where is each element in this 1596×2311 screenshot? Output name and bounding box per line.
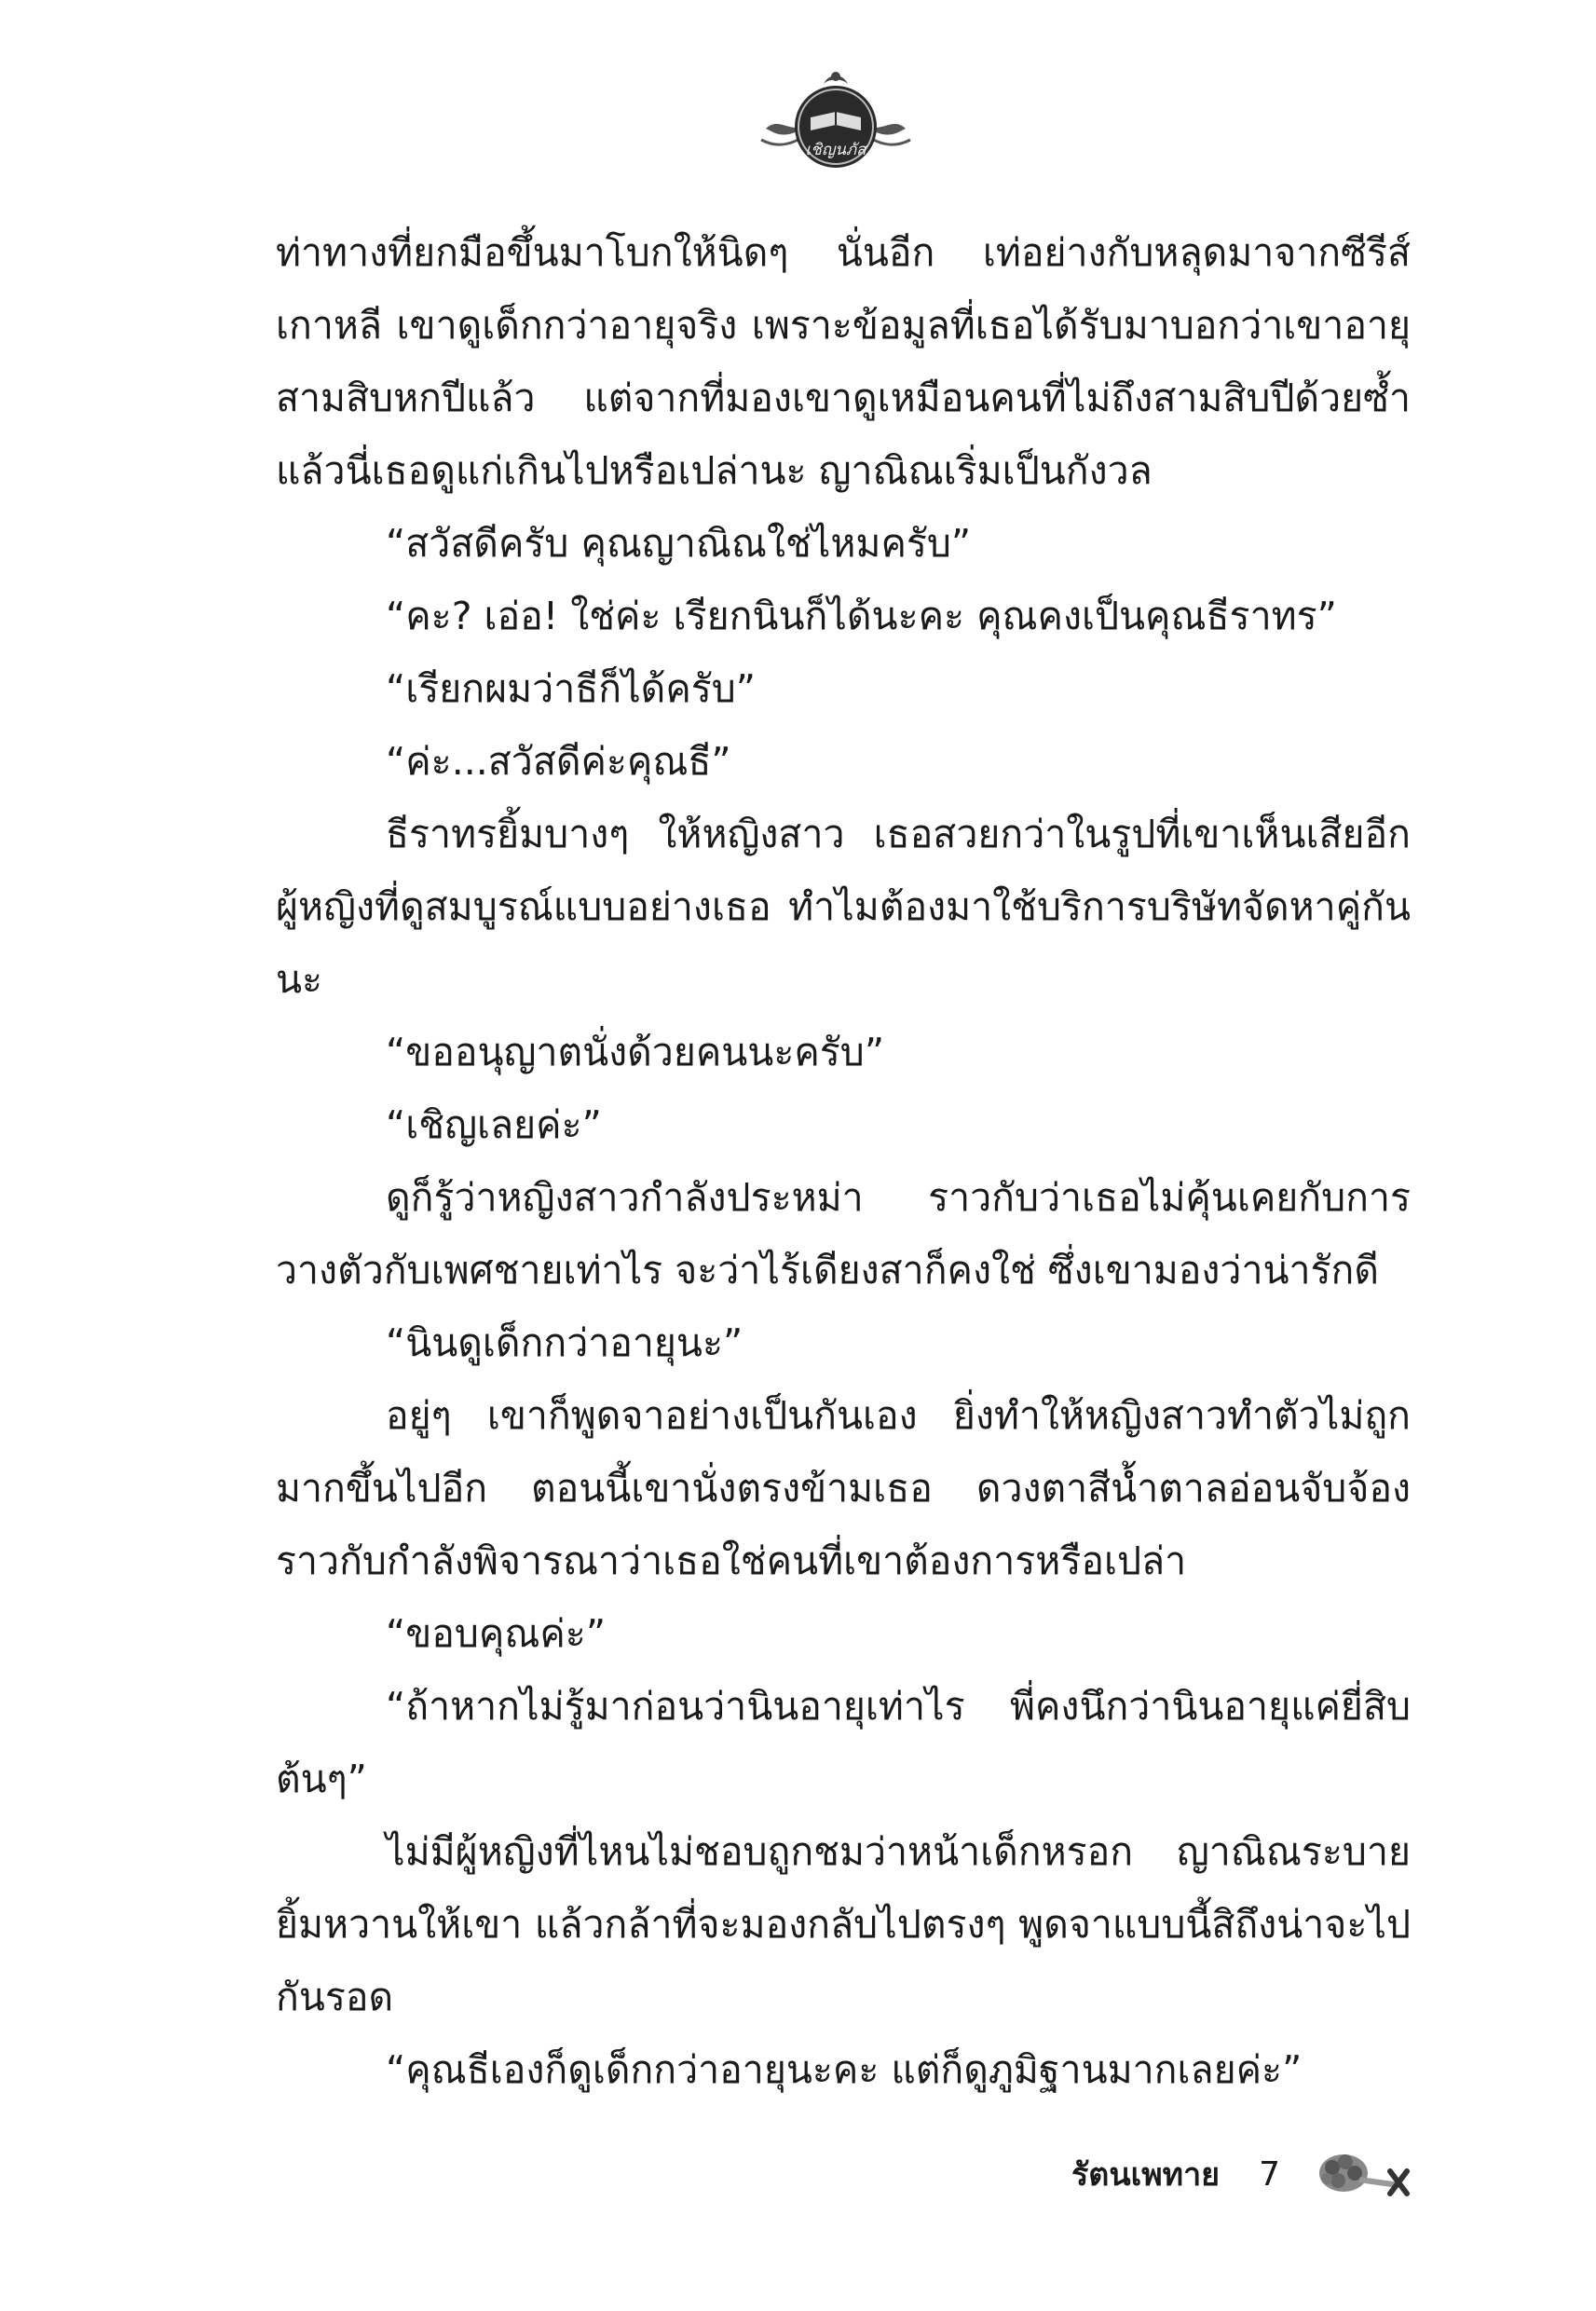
paragraph: “ค่ะ...สวัสดีค่ะคุณธี” <box>386 739 731 784</box>
page-footer <box>1025 2141 1416 2207</box>
ornamental-logo-icon <box>757 63 915 173</box>
paragraph: “คะ? เอ่อ! ใช่ค่ะ เรียกนินก็ได้นะคะ คุณคงเป็นคุณธีราทร” <box>386 594 1337 638</box>
paragraph: ไม่มีผู้หญิงที่ไหนไม่ชอบถูกชมว่าหน้าเด็กหรอก ญาณิณระบายยิ้มหวานให้เขา แล้วกล้าที่จะมองกลับไปตรงๆ พูดจาแบบนี้สิถึงน่าจะไปกันรอด <box>276 1829 1411 2019</box>
page-number: 7 <box>1259 2154 1280 2194</box>
paragraph: “นินดูเด็กกว่าอายุนะ” <box>386 1320 743 1365</box>
paragraph: “ถ้าหากไม่รู้มาก่อนว่านินอายุเท่าไร พี่คงนึกว่านินอายุแค่ยี่สิบต้นๆ” <box>276 1684 1411 1801</box>
paragraph: “เชิญเลยค่ะ” <box>386 1102 602 1147</box>
paragraph: “เรียกผมว่าธีก็ได้ครับ” <box>386 666 757 711</box>
paragraph: “คุณธีเองก็ดูเด็กกว่าอายุนะคะ แต่ก็ดูภูมิฐานมากเลยค่ะ” <box>386 2047 1303 2092</box>
paragraph: “ขออนุญาตนั่งด้วยคนนะครับ” <box>386 1030 885 1074</box>
flower-bouquet-icon <box>1314 2145 1416 2203</box>
paragraph: ดูก็รู้ว่าหญิงสาวกำลังประหม่า ราวกับว่าเธอไม่คุ้นเคยกับการวางตัวกับเพศชายเท่าไร จะว่าไร้เดียงสาก็คงใช่ ซึ่งเขามองว่าน่ารักดี <box>276 1175 1411 1292</box>
body-text <box>276 216 1411 2106</box>
book-title: รัตนเพทาย <box>1071 2156 1221 2194</box>
paragraph: ธีราทรยิ้มบางๆ ให้หญิงสาว เธอสวยกว่าในรูปที่เขาเห็นเสียอีก ผู้หญิงที่ดูสมบูรณ์แบบอย่างเธอ ทำไมต้องมาใช้บริการบริษัทจัดหาคู่กันนะ <box>276 812 1411 1002</box>
paragraph: “ขอบคุณค่ะ” <box>386 1611 607 1656</box>
logo-text: เชิญนภัส <box>805 141 866 159</box>
paragraph: ท่าทางที่ยกมือขึ้นมาโบกให้นิดๆ นั่นอีก เท่อย่างกับหลุดมาจากซีรีส์เกาหลี เขาดูเด็กกว่าอายุจริง เพราะข้อมูลที่เธอได้รับมาบอกว่าเขาอายุสามสิบหกปีแล้ว แต่จากที่มองเขาดูเหมือนคนที่ไม่ถึงสามสิบปีด้วยซ้ำ แล้วนี่เธอดูแก่เกินไปหรือเปล่านะ ญาณิณเริ่มเป็นกังวล <box>276 230 1411 493</box>
paragraph: “สวัสดีครับ คุณญาณิณใช่ไหมครับ” <box>386 521 972 566</box>
paragraph: อยู่ๆ เขาก็พูดจาอย่างเป็นกันเอง ยิ่งทำให้หญิงสาวทำตัวไม่ถูกมากขึ้นไปอีก ตอนนี้เขานั่งตรงข้ามเธอ ดวงตาสีน้ำตาลอ่อนจับจ้องราวกับกำลังพิจารณาว่าเธอใช่คนที่เขาต้องการหรือเปล่า <box>276 1393 1411 1583</box>
